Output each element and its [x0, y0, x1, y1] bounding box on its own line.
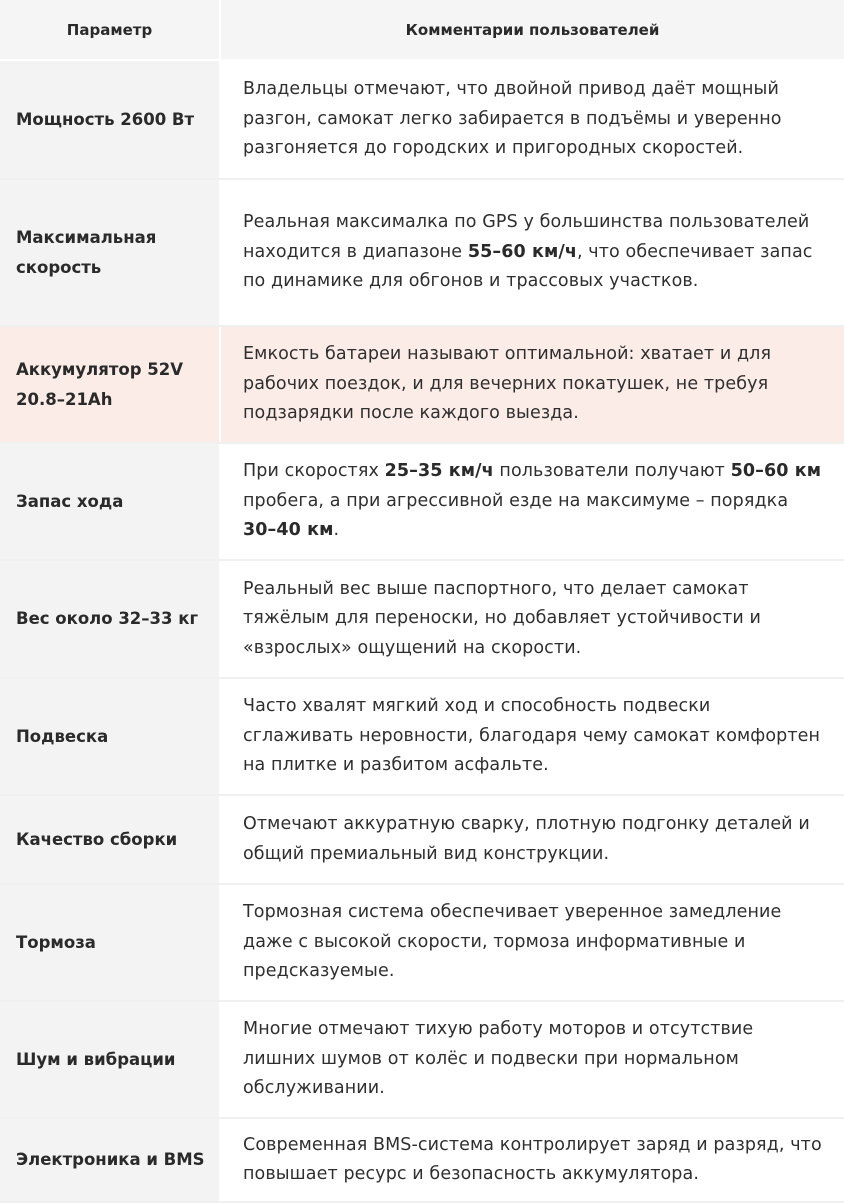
- table-header-row: [0, 0, 844, 60]
- comment-text: Владельцы отмечают, что двойной привод даёт мощный разгон, самокат легко забирается в подъёмы и уверенно разгоняется до городских и пригородных скоростей.: [243, 79, 782, 159]
- param-cell: Вес около 32–33 кг: [0, 560, 220, 678]
- comment-text: Реальная максималка по GPS у большинства пользователей находится в диапазоне: [243, 212, 810, 262]
- comment-cell: [220, 560, 844, 678]
- comment-text: Тормозная система обеспечивает уверенное замедление даже с высокой скорости, тормоза информативные и предсказуемые.: [243, 902, 782, 982]
- param-cell: Шум и вибрации: [0, 1001, 220, 1118]
- comment-cell: [220, 179, 844, 326]
- table-row: [0, 678, 844, 795]
- comment-text: Реальный вес выше паспортного, что делает самокат тяжёлым для переноски, но добавляет устойчивости и «взрослых» ощущений на скорости.: [243, 578, 762, 658]
- param-cell: Запас хода: [0, 443, 220, 560]
- table-row: [0, 884, 844, 1001]
- param-cell: Аккумулятор 52V 20.8–21Ah: [0, 326, 220, 443]
- column-header-comment: Комментарии пользователей: [220, 0, 844, 60]
- comment-cell: [220, 443, 844, 560]
- comment-text: Отмечают аккуратную сварку, плотную подгонку деталей и общий премиальный вид конструкции.: [243, 814, 810, 864]
- table-row: [0, 179, 844, 326]
- comment-text: Часто хвалят мягкий ход и способность подвески сглаживать неровности, благодаря чему самокат комфортен на плитке и разбитом асфальте.: [243, 696, 821, 776]
- table-row: [0, 795, 844, 884]
- param-cell: Тормоза: [0, 884, 220, 1001]
- comment-text: , что обеспечивает запас по динамике для обгонов и трассовых участков.: [243, 241, 813, 292]
- comment-cell: [220, 795, 844, 884]
- column-header-param: Параметр: [0, 0, 220, 60]
- comment-text: Современная BMS-система контролирует заряд и разряд, что повышает ресурс и безопасность аккумулятора.: [243, 1134, 822, 1184]
- param-cell: Качество сборки: [0, 795, 220, 884]
- comment-cell: [220, 1001, 844, 1118]
- comment-cell: [220, 326, 844, 443]
- comment-text: Емкость батареи называют оптимальной: хватает и для рабочих поездок, и для вечерних покатушек, не требуя подзарядки после каждого выезда.: [243, 344, 772, 424]
- table-row: [0, 443, 844, 560]
- param-cell: Электроника и BMS: [0, 1118, 220, 1202]
- comment-cell: [220, 678, 844, 795]
- table-row: [0, 1001, 844, 1118]
- comment-highlight: 25–35 км/ч: [384, 461, 494, 482]
- table-body: [0, 60, 844, 1202]
- table-row: [0, 560, 844, 678]
- comment-text: При скоростях: [243, 461, 385, 482]
- comment-text: пользователи получают: [493, 461, 731, 482]
- param-cell: Максимальная скорость: [0, 179, 220, 326]
- comment-highlight: 50–60 км: [730, 461, 822, 482]
- comment-cell: [220, 1118, 844, 1202]
- comment-highlight: 30–40 км: [243, 520, 334, 541]
- comment-text: .: [333, 520, 340, 541]
- comment-cell: [220, 60, 844, 179]
- comment-highlight: 55–60 км/ч: [467, 241, 577, 262]
- table-row: [0, 326, 844, 443]
- comment-cell: [220, 884, 844, 1001]
- table-row: [0, 1118, 844, 1202]
- param-cell: Мощность 2600 Вт: [0, 60, 220, 179]
- comment-text: Многие отмечают тихую работу моторов и отсутствие лишних шумов от колёс и подвески при нормальном обслуживании.: [243, 1019, 754, 1099]
- comment-text: пробега, а при агрессивной езде на максимуме – порядка: [243, 490, 789, 511]
- table-row: [0, 60, 844, 179]
- param-cell: Подвеска: [0, 678, 220, 795]
